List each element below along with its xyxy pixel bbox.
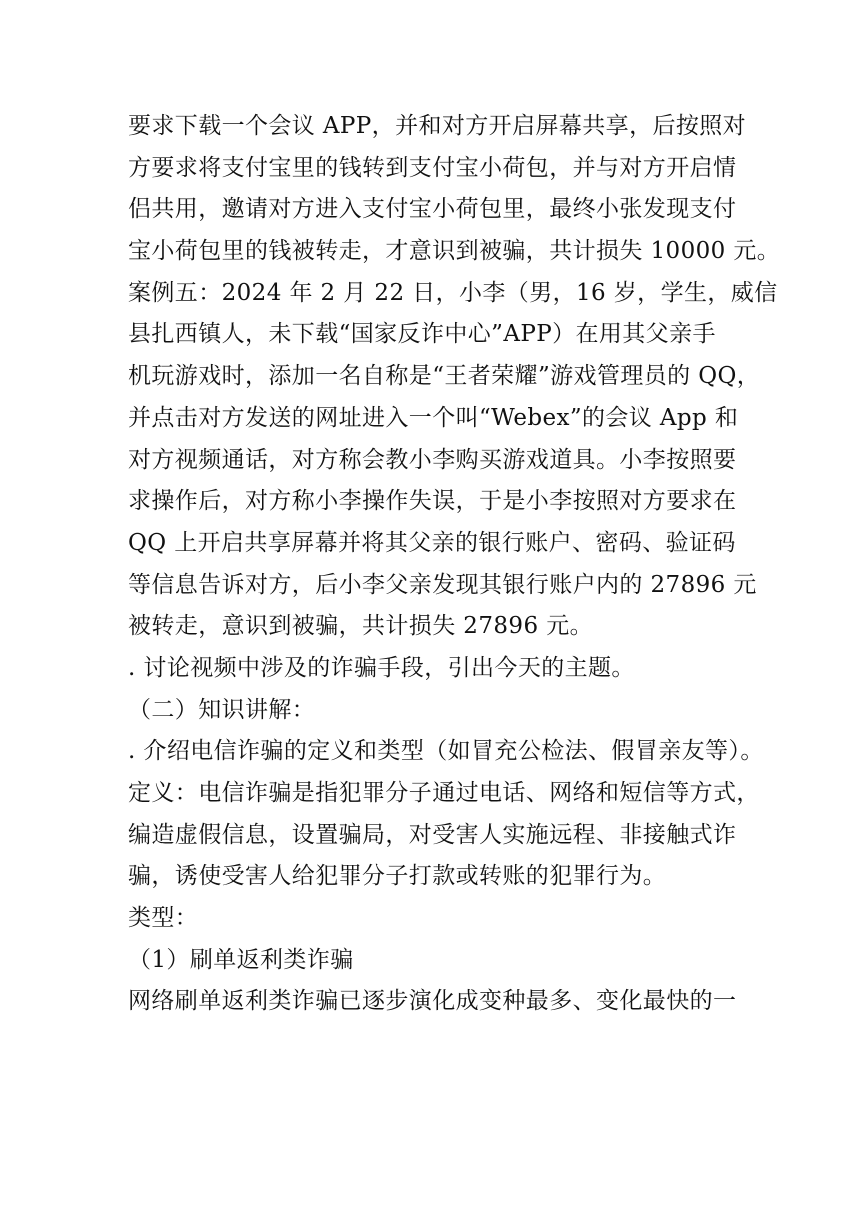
text-line: 对方视频通话，对方称会教小李购买游戏道具。小李按照要 (128, 446, 737, 473)
text-line: 求操作后，对方称小李操作失误，于是小李按照对方要求在 (128, 488, 737, 515)
text-line: 编造虚假信息，设置骗局，对受害人实施远程、非接触式诈 (128, 821, 737, 848)
discussion-line: . 讨论视频中涉及的诈骗手段，引出今天的主题。 (128, 654, 635, 681)
definition-line: 定义：电信诈骗是指犯罪分子通过电话、网络和短信等方式， (128, 780, 760, 806)
subsection-heading: （1）刷单返利类诈骗 (128, 946, 354, 973)
text-line: 骗，诱使受害人给犯罪分子打款或转账的犯罪行为。 (128, 863, 667, 890)
text-line: 方要求将支付宝里的钱转到支付宝小荷包，并与对方开启情 (128, 154, 737, 181)
text-line: 侣共用，邀请对方进入支付宝小荷包里，最终小张发现支付 (128, 196, 737, 223)
case-five-line: 案例五：2024 年 2 月 22 日，小李（男，16 岁，学生，威信 (128, 279, 778, 306)
text-line: 网络刷单返利类诈骗已逐步演化成变种最多、变化最快的一 (128, 988, 737, 1015)
section-heading: （二）知识讲解： (128, 696, 316, 723)
text-line: 等信息告诉对方，后小李父亲发现其银行账户内的 27896 元 (128, 571, 757, 598)
text-line: 被转走，意识到被骗，共计损失 27896 元。 (128, 613, 593, 640)
text-line: 机玩游戏时，添加一名自称是“王者荣耀”游戏管理员的 QQ， (128, 363, 761, 390)
body-text (128, 106, 781, 1023)
text-line: QQ 上开启共享屏幕并将其父亲的银行账户、密码、验证码 (128, 529, 736, 556)
text-line: 要求下载一个会议 APP，并和对方开启屏幕共享，后按照对 (128, 113, 747, 139)
types-heading: 类型： (128, 905, 199, 932)
text-line: . 介绍电信诈骗的定义和类型（如冒充公检法、假冒亲友等）。 (128, 738, 764, 765)
text-line: 并点击对方发送的网址进入一个叫“Webex”的会议 App 和 (128, 404, 739, 431)
text-line: 县扎西镇人，未下载“国家反诈中心”APP）在用其父亲手 (128, 321, 716, 348)
text-line: 宝小荷包里的钱被转走，才意识到被骗，共计损失 10000 元。 (128, 238, 781, 265)
